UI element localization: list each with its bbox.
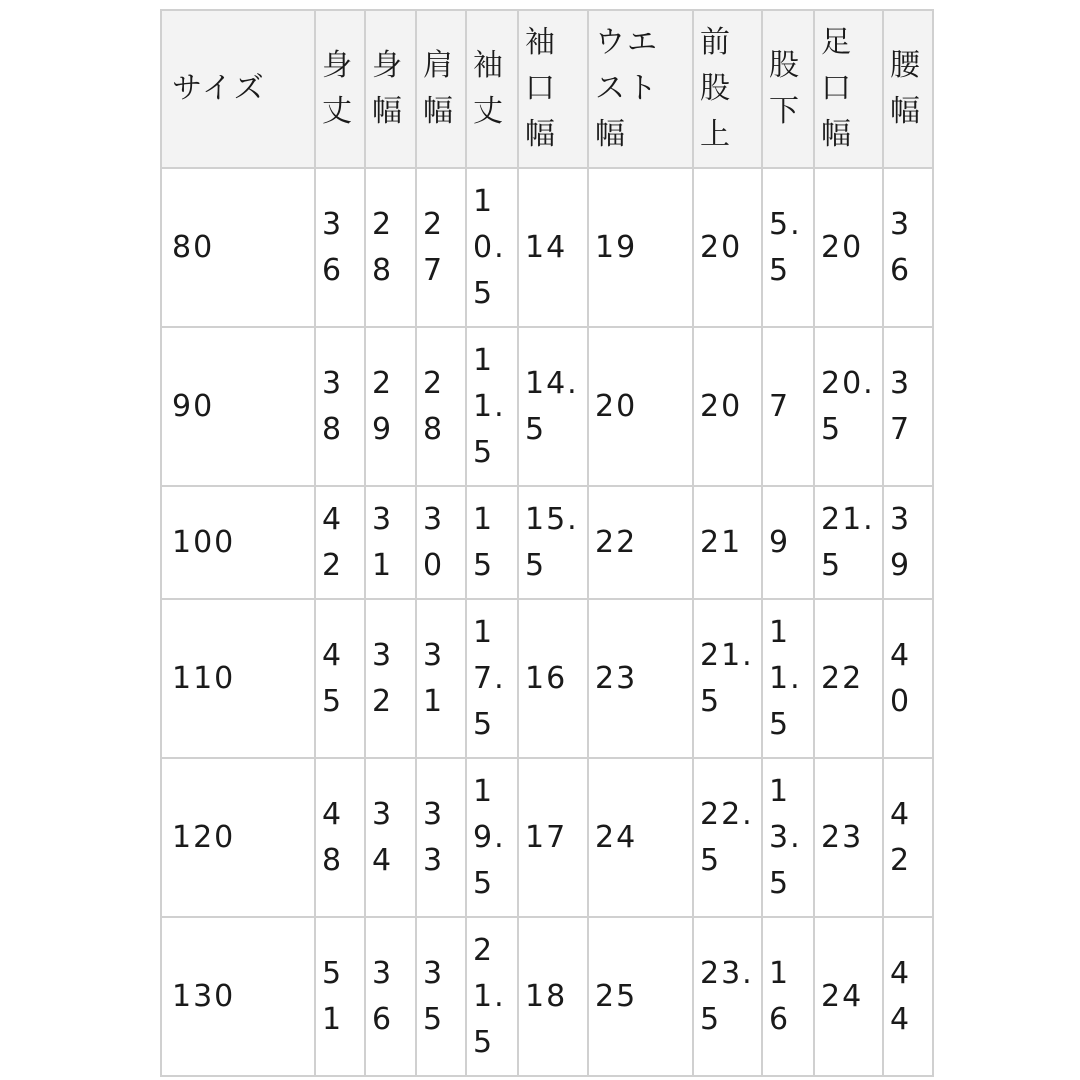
header-sleeve-length: 袖丈 — [466, 10, 518, 168]
header-waist-width: ウエスト幅 — [588, 10, 693, 168]
table-cell: 44 — [883, 917, 933, 1076]
table-cell: 31 — [365, 486, 416, 599]
table-cell: 14 — [518, 168, 588, 327]
table-row — [161, 168, 933, 327]
table-cell: 9 — [762, 486, 814, 599]
table-cell: 17 — [518, 758, 588, 917]
table-cell: 38 — [315, 327, 365, 486]
table-cell: 23.5 — [693, 917, 762, 1076]
table-cell: 39 — [883, 486, 933, 599]
header-shoulder-width: 肩幅 — [416, 10, 466, 168]
table-cell: 36 — [365, 917, 416, 1076]
table-cell: 14.5 — [518, 327, 588, 486]
table-cell: 19 — [588, 168, 693, 327]
table-cell: 28 — [365, 168, 416, 327]
table-cell: 33 — [416, 758, 466, 917]
table-cell: 20 — [588, 327, 693, 486]
table-cell: 27 — [416, 168, 466, 327]
header-front-rise: 前股上 — [693, 10, 762, 168]
table-cell: 20 — [814, 168, 883, 327]
table-cell: 22.5 — [693, 758, 762, 917]
size-chart-table — [160, 9, 934, 1077]
table-row — [161, 758, 933, 917]
table-cell: 20 — [693, 327, 762, 486]
table-cell: 29 — [365, 327, 416, 486]
table-cell: 20 — [693, 168, 762, 327]
size-cell: 90 — [161, 327, 315, 486]
table-cell: 18 — [518, 917, 588, 1076]
table-cell: 36 — [315, 168, 365, 327]
table-cell: 21 — [693, 486, 762, 599]
table-cell: 16 — [518, 599, 588, 758]
table-cell: 22 — [588, 486, 693, 599]
table-cell: 13.5 — [762, 758, 814, 917]
table-cell: 7 — [762, 327, 814, 486]
table-cell: 15 — [466, 486, 518, 599]
table-cell: 19.5 — [466, 758, 518, 917]
size-cell: 100 — [161, 486, 315, 599]
table-cell: 25 — [588, 917, 693, 1076]
table-cell: 24 — [588, 758, 693, 917]
header-hip-width: 腰幅 — [883, 10, 933, 168]
table-cell: 48 — [315, 758, 365, 917]
size-cell: 120 — [161, 758, 315, 917]
table-cell: 11.5 — [762, 599, 814, 758]
size-cell: 80 — [161, 168, 315, 327]
table-row — [161, 327, 933, 486]
table-cell: 21.5 — [814, 486, 883, 599]
header-body-length: 身丈 — [315, 10, 365, 168]
table-cell: 21.5 — [466, 917, 518, 1076]
table-cell: 42 — [315, 486, 365, 599]
table-cell: 10.5 — [466, 168, 518, 327]
header-body-width: 身幅 — [365, 10, 416, 168]
table-cell: 20.5 — [814, 327, 883, 486]
table-cell: 36 — [883, 168, 933, 327]
table-cell: 31 — [416, 599, 466, 758]
header-inseam: 股下 — [762, 10, 814, 168]
table-row — [161, 486, 933, 599]
table-cell: 16 — [762, 917, 814, 1076]
table-row — [161, 917, 933, 1076]
table-cell: 32 — [365, 599, 416, 758]
table-cell: 30 — [416, 486, 466, 599]
table-cell: 40 — [883, 599, 933, 758]
table-cell: 15.5 — [518, 486, 588, 599]
table-cell: 45 — [315, 599, 365, 758]
table-cell: 24 — [814, 917, 883, 1076]
table-cell: 5.5 — [762, 168, 814, 327]
table-cell: 17.5 — [466, 599, 518, 758]
table-cell: 28 — [416, 327, 466, 486]
size-cell: 130 — [161, 917, 315, 1076]
table-cell: 35 — [416, 917, 466, 1076]
table-cell: 23 — [814, 758, 883, 917]
header-leg-opening: 足口幅 — [814, 10, 883, 168]
size-cell: 110 — [161, 599, 315, 758]
header-row — [161, 10, 933, 168]
table-cell: 34 — [365, 758, 416, 917]
table-cell: 51 — [315, 917, 365, 1076]
table-cell: 23 — [588, 599, 693, 758]
header-cuff-width: 袖口幅 — [518, 10, 588, 168]
table-cell: 37 — [883, 327, 933, 486]
table-cell: 42 — [883, 758, 933, 917]
header-size: サイズ — [161, 10, 315, 168]
table-cell: 11.5 — [466, 327, 518, 486]
table-row — [161, 599, 933, 758]
table-cell: 22 — [814, 599, 883, 758]
table-cell: 21.5 — [693, 599, 762, 758]
